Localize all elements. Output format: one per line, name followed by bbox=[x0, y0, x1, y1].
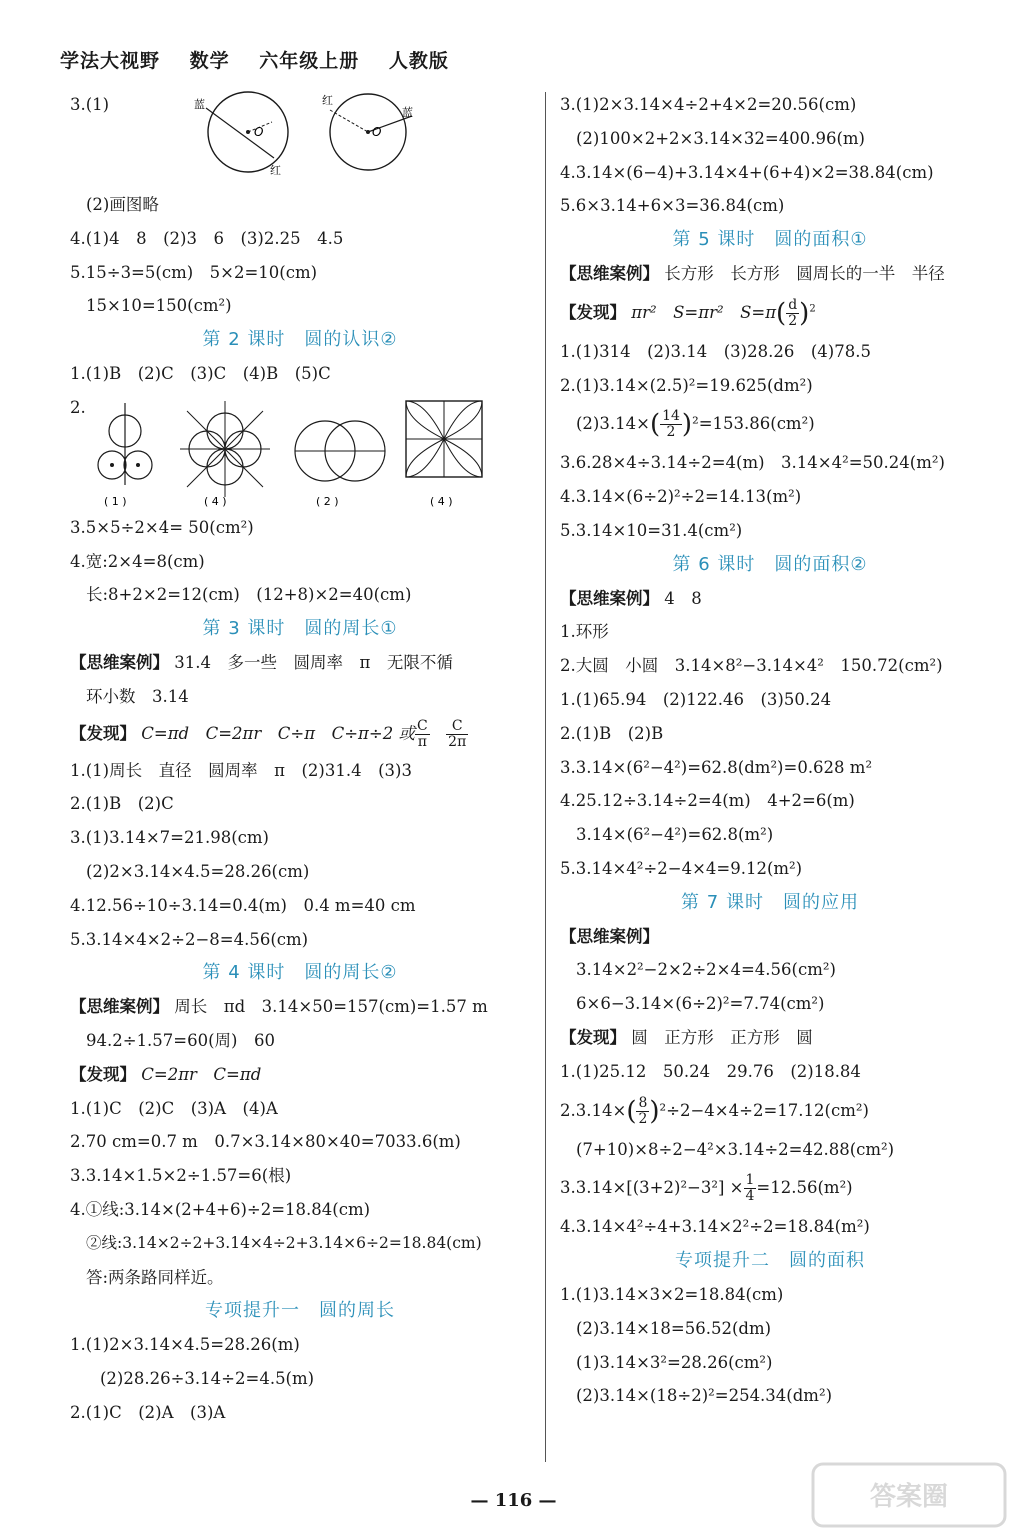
circle-patterns bbox=[90, 393, 510, 513]
case-line-2: 94.2÷1.57=60(周) 60 bbox=[86, 1030, 275, 1050]
case-line bbox=[70, 990, 530, 1024]
answer-line: 5.3.14×10=31.4(cm²) bbox=[560, 520, 743, 540]
frac-num: 14 bbox=[662, 408, 680, 425]
label-red-2: 红 bbox=[322, 94, 333, 107]
answer-line: 1.(1)周长 直径 圆周率 π (2)31.4 (3)3 bbox=[70, 760, 412, 780]
frac-den: 2 bbox=[638, 1110, 648, 1127]
expr-post: ²=153.86(cm²) bbox=[692, 414, 815, 434]
case-text: 周长 πd 3.14×50=157(cm)=1.57 m bbox=[174, 997, 488, 1017]
answer-line-fraction bbox=[560, 1166, 980, 1210]
answer-line: 1.(1)B (2)C (3)C (4)B (5)C bbox=[70, 363, 331, 383]
answer-line: 4.宽:2×4=8(cm) bbox=[70, 551, 205, 571]
answer-line: ②线:3.14×2÷2+3.14×4÷2+3.14×6÷2=18.84(cm) bbox=[86, 1233, 482, 1252]
section-title: 第 4 课时 圆的周长② bbox=[202, 962, 398, 984]
grade: 六年级上册 bbox=[259, 50, 360, 72]
section-title: 第 6 课时 圆的面积② bbox=[672, 553, 868, 575]
answer-line: 2.(1)B (2)B bbox=[560, 723, 664, 743]
answer-line: (2)100×2+2×3.14×32=400.96(m) bbox=[576, 128, 865, 148]
label-center-2: O bbox=[372, 125, 382, 139]
pattern-2 bbox=[180, 401, 270, 508]
frac-num: d bbox=[788, 296, 798, 313]
find-line bbox=[70, 714, 530, 754]
answer-line: (1)3.14×3²=28.26(cm²) bbox=[576, 1352, 773, 1372]
answer-line: (2)28.26÷3.14÷2=4.5(m) bbox=[100, 1368, 315, 1388]
answer-line: 1.(1)2×3.14×4.5=28.26(m) bbox=[70, 1335, 300, 1355]
answer-line: 4.(1)4 8 (2)3 6 (3)2.25 4.5 bbox=[70, 228, 344, 248]
pattern-1 bbox=[98, 403, 152, 508]
answer-line: 1.(1)25.12 50.24 29.76 (2)18.84 bbox=[560, 1061, 861, 1081]
q3-label: 3.(1) bbox=[70, 95, 110, 114]
answer-line: 2.70 cm=0.7 m 0.7×3.14×80×40=7033.6(m) bbox=[70, 1132, 461, 1152]
answer-line: 4.3.14×4²÷4+3.14×2²÷2=18.84(m²) bbox=[560, 1217, 870, 1237]
find-label: 【发现】 bbox=[70, 723, 136, 743]
find-text: πr² S=πr² S=π bbox=[631, 302, 777, 322]
find-label: 【发现】 bbox=[560, 302, 626, 322]
expr-post: =12.56(m²) bbox=[756, 1178, 853, 1198]
answer-line: (7+10)×8÷2−4²×3.14÷2=42.88(cm²) bbox=[576, 1139, 895, 1159]
fraction bbox=[786, 298, 799, 329]
label-blue-1: 蓝 bbox=[194, 98, 205, 111]
find-label: 【发现】 bbox=[70, 1064, 136, 1084]
expr-pre: 3.3.14×[(3+2)²−3²] × bbox=[560, 1178, 744, 1198]
book-title: 学法大视野 bbox=[60, 50, 161, 72]
answer-line: 15×10=150(cm²) bbox=[86, 296, 232, 316]
case-text: 长方形 长方形 圆周长的一半 半径 bbox=[664, 263, 945, 283]
page-header bbox=[60, 46, 471, 73]
section-title: 第 2 课时 圆的认识② bbox=[202, 329, 398, 351]
section-title: 第 5 课时 圆的面积① bbox=[672, 229, 868, 251]
frac-den: 2π bbox=[448, 733, 467, 750]
caption-4: ( 4 ) bbox=[430, 494, 453, 508]
watermark-logo bbox=[809, 1460, 1009, 1530]
frac-num: C bbox=[416, 717, 428, 734]
caption-3: ( 2 ) bbox=[316, 494, 339, 508]
answer-line: 1.(1)C (2)C (3)A (4)A bbox=[70, 1098, 278, 1118]
label-blue-2: 蓝 bbox=[402, 106, 413, 119]
answer-line: 4.3.14×(6−4)+3.14×4+(6+4)×2=38.84(cm) bbox=[560, 162, 934, 182]
frac-num: 8 bbox=[638, 1094, 648, 1111]
case-line bbox=[70, 646, 530, 680]
find-text: C=2πr C=πd bbox=[141, 1064, 262, 1084]
answer-line: 2.(1)3.14×(2.5)²=19.625(dm²) bbox=[560, 375, 813, 395]
answer-line: 2.(1)B (2)C bbox=[70, 794, 174, 814]
find-text: C=πd C=2πr C÷π C÷π÷2 或 bbox=[141, 723, 415, 743]
answer-line: 3.(1)3.14×7=21.98(cm) bbox=[70, 828, 269, 848]
expr-pre: 2.3.14× bbox=[560, 1100, 627, 1120]
answer-line: 3.14×2²−2×2÷2×4=4.56(cm²) bbox=[576, 960, 836, 980]
case-line bbox=[560, 257, 980, 291]
answer-line-fraction: (2)3.14×( $\frac{14}{2}$ )²=153.86(cm²) bbox=[576, 408, 815, 441]
case-line-2: 环小数 3.14 bbox=[86, 686, 189, 706]
fraction bbox=[744, 1173, 757, 1204]
case-label: 【思维案例】 bbox=[560, 263, 659, 283]
answer-line: 长:8+2×2=12(cm) (12+8)×2=40(cm) bbox=[86, 585, 412, 605]
frac-den: 2 bbox=[666, 424, 676, 441]
circle-diameter-figures bbox=[136, 88, 436, 188]
case-label: 【思维案例】 bbox=[70, 652, 169, 672]
pattern-3 bbox=[295, 421, 385, 508]
fraction bbox=[415, 719, 430, 750]
subject: 数学 bbox=[189, 50, 230, 72]
find-line bbox=[70, 1058, 530, 1092]
frac-den: π bbox=[417, 733, 427, 750]
answer-line: 4.3.14×(6÷2)²÷2=14.13(m²) bbox=[560, 487, 802, 507]
section-title: 第 3 课时 圆的周长① bbox=[202, 618, 398, 640]
find-label: 【发现】 bbox=[560, 1027, 626, 1047]
expr-pre: (2)3.14× bbox=[576, 414, 650, 434]
circle-figure-1 bbox=[194, 92, 288, 177]
answer-line: 1.(1)65.94 (2)122.46 (3)50.24 bbox=[560, 689, 832, 709]
case-label: 【思维案例】 bbox=[560, 588, 659, 608]
caption-2: ( 4 ) bbox=[204, 494, 227, 508]
answer-line: 5.3.14×4²÷2−4×4=9.12(m²) bbox=[560, 858, 803, 878]
section-title: 专项提升一 圆的周长 bbox=[205, 1300, 395, 1322]
answer-line: 5.3.14×4×2÷2−8=4.56(cm) bbox=[70, 929, 309, 949]
answer-line: 2.(1)C (2)A (3)A bbox=[70, 1402, 226, 1422]
caption-1: ( 1 ) bbox=[104, 494, 127, 508]
answer-line: 1.(1)314 (2)3.14 (3)28.26 (4)78.5 bbox=[560, 341, 871, 361]
case-text: 31.4 多一些 圆周率 π 无限不循 bbox=[174, 652, 453, 672]
section-title: 专项提升二 圆的面积 bbox=[675, 1250, 865, 1272]
answer-line: (2)画图略 bbox=[86, 195, 159, 214]
answer-line: (2)3.14×(18÷2)²=254.34(dm²) bbox=[576, 1386, 832, 1406]
fraction bbox=[446, 719, 468, 750]
circle-figure-2 bbox=[322, 94, 413, 170]
answer-line: 5.6×3.14+6×3=36.84(cm) bbox=[560, 196, 785, 216]
answer-line: (2)2×3.14×4.5=28.26(cm) bbox=[86, 861, 310, 881]
pattern-4 bbox=[406, 401, 482, 508]
frac-den: 2 bbox=[788, 312, 798, 329]
answer-line: 6×6−3.14×(6÷2)²=7.74(cm²) bbox=[576, 994, 825, 1014]
answer-line: 3.3.14×1.5×2÷1.57=6(根) bbox=[70, 1166, 292, 1186]
fraction bbox=[660, 409, 682, 440]
find-line: 【发现】 πr² S=πr² S=π( $\frac{d}{2}$ )$^2$ bbox=[560, 296, 816, 329]
label-center-1: O bbox=[254, 125, 264, 139]
answer-line: (2)3.14×18=56.52(dm) bbox=[576, 1318, 772, 1338]
answer-line: 4.①线:3.14×(2+4+6)÷2=18.84(cm) bbox=[70, 1199, 371, 1219]
case-label: 【思维案例】 bbox=[560, 926, 659, 946]
label-red-1: 红 bbox=[270, 164, 281, 177]
frac-num: 1 bbox=[745, 1172, 755, 1189]
answer-line: 3.(1)2×3.14×4÷2+4×2=20.56(cm) bbox=[560, 95, 857, 114]
case-text: 4 8 bbox=[664, 588, 702, 608]
answer-line: 5.15÷3=5(cm) 5×2=10(cm) bbox=[70, 262, 318, 282]
case-label: 【思维案例】 bbox=[70, 997, 169, 1017]
answer-line-fraction: 2.3.14×( $\frac{8}{2}$ )²÷2−4×4÷2=17.12(cm²) bbox=[560, 1094, 869, 1127]
find-line bbox=[560, 1021, 980, 1055]
answer-line: 3.3.14×(6²−4²)=62.8(dm²)=0.628 m² bbox=[560, 757, 873, 777]
answer-line: 2.大圆 小圆 3.14×8²−3.14×4² 150.72(cm²) bbox=[560, 656, 943, 676]
svg-text:答案圈: 答案圈 bbox=[869, 1482, 949, 1512]
frac-num: C bbox=[446, 719, 468, 735]
q2-figure-row bbox=[70, 391, 530, 511]
case-line bbox=[560, 582, 980, 616]
answer-line: 3.14×(6²−4²)=62.8(m²) bbox=[576, 825, 774, 845]
column-divider bbox=[545, 92, 546, 1462]
right-column bbox=[560, 88, 980, 1413]
answer-line: 3.6.28×4÷3.14÷2=4(m) 3.14×4²=50.24(m²) bbox=[560, 453, 945, 473]
answer-line: 1.(1)3.14×3×2=18.84(cm) bbox=[560, 1284, 784, 1304]
answer-line: 答:两条路同样近。 bbox=[86, 1267, 224, 1287]
expr-post: ²÷2−4×4÷2=17.12(cm²) bbox=[659, 1100, 869, 1120]
q3-figure-row bbox=[70, 88, 530, 188]
answer-line: 1.环形 bbox=[560, 622, 609, 642]
q2-label: 2. bbox=[70, 397, 86, 417]
section-title: 第 7 课时 圆的应用 bbox=[681, 891, 859, 913]
answer-line: 3.5×5÷2×4= 50(cm²) bbox=[70, 517, 254, 537]
edition: 人教版 bbox=[388, 50, 449, 72]
fraction bbox=[636, 1096, 649, 1127]
frac-den: 4 bbox=[745, 1188, 755, 1205]
find-text: 圆 正方形 正方形 圆 bbox=[631, 1027, 813, 1047]
answer-line: 4.12.56÷10÷3.14=0.4(m) 0.4 m=40 cm bbox=[70, 895, 416, 915]
answer-line: 4.25.12÷3.14÷2=4(m) 4+2=6(m) bbox=[560, 791, 855, 811]
page-number: — 116 — bbox=[470, 1490, 557, 1511]
left-column bbox=[70, 88, 530, 1430]
